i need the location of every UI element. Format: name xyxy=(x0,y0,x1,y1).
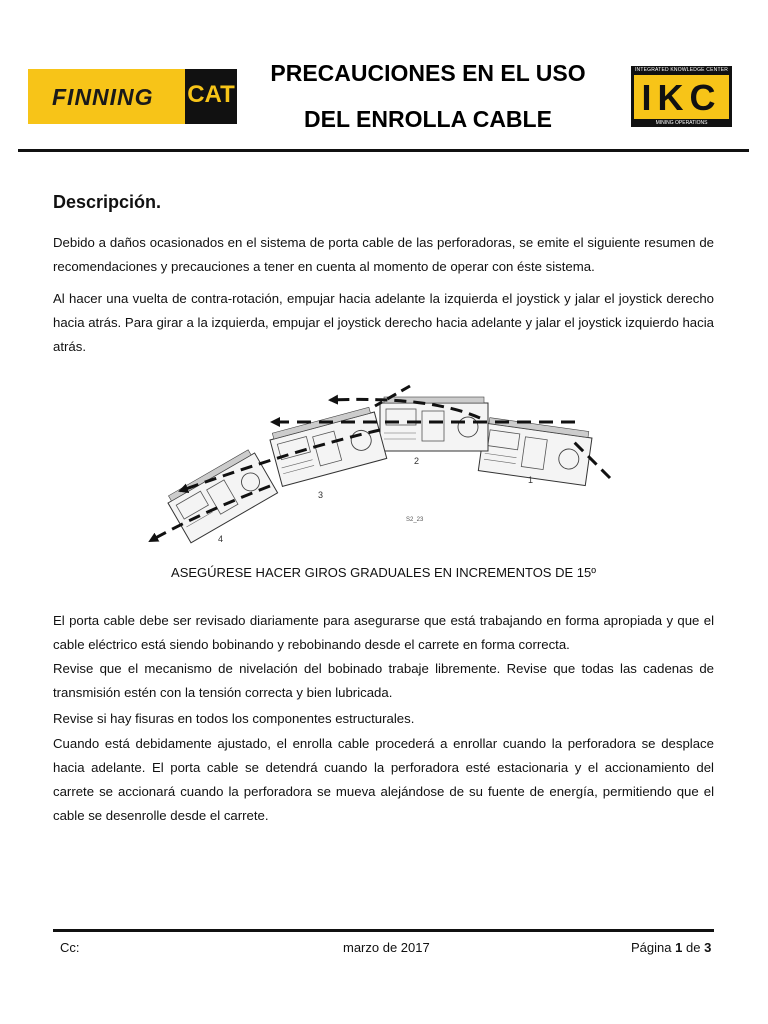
page-total: 3 xyxy=(704,940,712,955)
paragraph-fissures: Revise si hay fisuras en todos los componentes estructurales. xyxy=(53,711,415,726)
paragraph-intro: Debido a daños ocasionados en el sistema de porta cable de las perforadoras, se emite el siguiente resumen de recomendaciones y precauciones a tener en cuenta al momento de operar con éste sistema. xyxy=(53,235,714,274)
page-prefix: Página xyxy=(631,940,672,955)
figure-caption: ASEGÚRESE HACER GIROS GRADUALES EN INCREMENTOS DE 15º xyxy=(171,565,596,580)
ikc-logo-top-text: INTEGRATED KNOWLEDGE CENTER xyxy=(634,67,729,73)
page-of: de xyxy=(685,940,701,955)
header-divider xyxy=(18,149,749,152)
footer-page-number xyxy=(631,940,711,955)
position-label-3: 3 xyxy=(318,490,324,500)
position-label-4: 4 xyxy=(218,534,224,544)
paragraph-daily-check: El porta cable debe ser revisado diariamente para asegurarse que está trabajando en forma apropiada y que el cable eléctrico está siendo bobinando y rebobinando desde el carrete en forma correcta. xyxy=(53,613,714,652)
document-title-line1: PRECAUCIONES EN EL USO xyxy=(270,60,586,86)
document-title-line2: DEL ENROLLA CABLE xyxy=(304,106,552,132)
footer-cc: Cc: xyxy=(60,940,80,955)
figure-code: S2_23 xyxy=(406,517,424,523)
ikc-logo xyxy=(631,66,732,127)
ikc-logo-bottom-text: MINING OPERATIONS xyxy=(655,120,708,126)
turning-sequence-figure xyxy=(140,378,620,553)
section-heading: Descripción. xyxy=(53,192,162,212)
footer-divider xyxy=(53,929,714,932)
drill-rig-position-1 xyxy=(478,417,592,486)
drill-rig-position-3 xyxy=(268,406,386,486)
ikc-logo-letters: IKC xyxy=(641,77,722,118)
ikc-logo-panel xyxy=(634,75,729,119)
paragraph-adjustment: Cuando está debidamente ajustado, el enrolla cable procederá a enrollar cuando la perforadora se desplace hacia adelante. El porta cable se detendrá cuando la perforadora esté estacionaria y el accionamiento del carrete se accionará cuando la perforadora se mueva alejándose de su fuente de energía, permitiendo que el cable se desenrolle desde el carrete. xyxy=(53,736,714,823)
finning-cat-logo xyxy=(28,69,237,124)
cat-badge-text: CAT xyxy=(187,81,235,108)
footer-date: marzo de 2017 xyxy=(343,940,430,955)
finning-logo-text: FINNING xyxy=(52,84,154,110)
cat-badge xyxy=(185,69,237,124)
paragraph-joystick: Al hacer una vuelta de contra-rotación, empujar hacia adelante la izquierda el joystick y jalar el joystick derecho hacia atrás. Para girar a la izquierda, empujar el joystick derecho hacia adelante y jalar el joystick izquierdo hacia atrás. xyxy=(53,291,714,354)
paragraph-leveling: Revise que el mecanismo de nivelación del bobinado trabaje libremente. Revise que todas las cadenas de transmisión estén con la tensión correcta y bien lubricada. xyxy=(53,661,714,700)
page-current: 1 xyxy=(675,940,683,955)
position-label-1: 1 xyxy=(528,475,534,485)
position-label-2: 2 xyxy=(414,456,420,466)
